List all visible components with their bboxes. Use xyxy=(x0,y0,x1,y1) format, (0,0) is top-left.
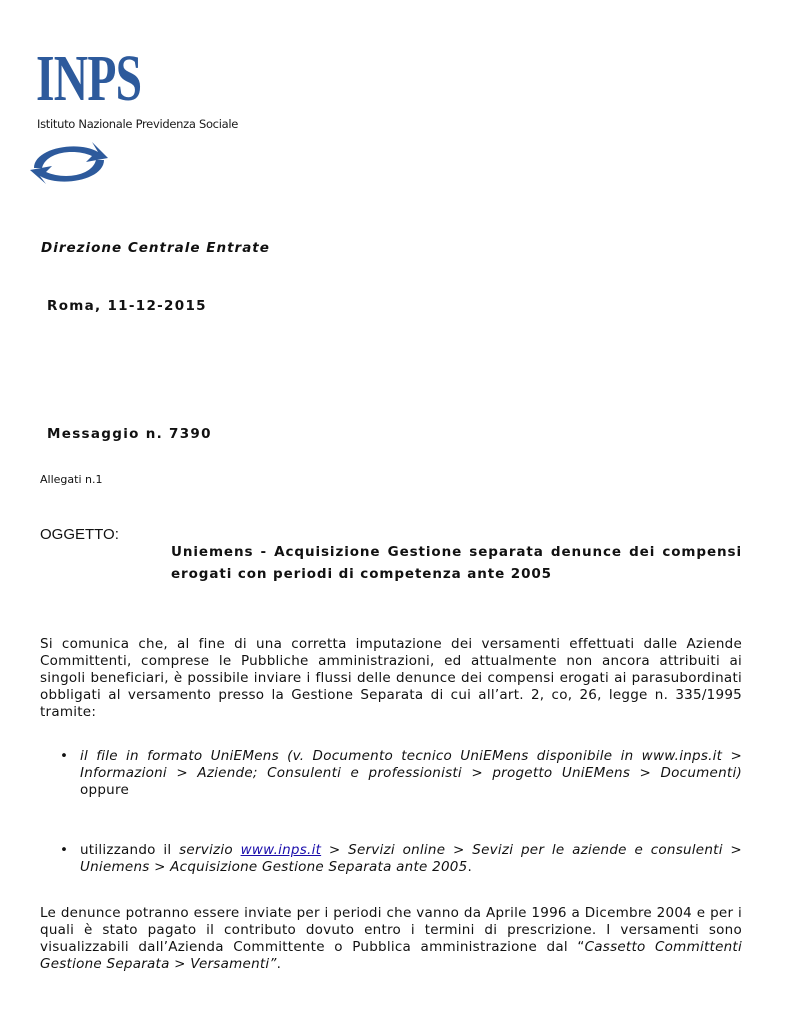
list-item xyxy=(60,842,742,876)
bullet2-path-text: > Servizi online > Sevizi per le aziende e consulenti > Uniemens > Acquisizione Gestione Separata ante 2005 xyxy=(80,842,742,875)
bullet-icon: • xyxy=(60,748,69,764)
bullet1-tail: oppure xyxy=(80,782,130,798)
list-item xyxy=(60,748,742,799)
subject-text: Uniemens - Acquisizione Gestione separata denunce dei compensi erogati con periodi di competenza ante 2005 xyxy=(171,544,742,582)
bullet-icon: • xyxy=(60,842,69,858)
attachments-count: Allegati n.1 xyxy=(40,473,103,486)
inps-logo-subtitle: Istituto Nazionale Previdenza Sociale xyxy=(37,117,239,131)
bullet2-prefix: utilizzando il xyxy=(80,842,180,858)
subject-label: OGGETTO: xyxy=(40,526,119,543)
closing-text: Le denunce potranno essere inviate per i periodi che vanno da Aprile 1996 a Dicembre 2004 e per i quali è stato pagato il contributo dovuto entro i termini di prescrizione. I versamenti sono visualizzabili dall’Azienda Committente o Pubblica amministrazione dal “ xyxy=(40,905,742,955)
inps-logo-arrows-icon xyxy=(28,138,110,188)
closing-paragraph xyxy=(40,905,742,973)
place-date: Roma, 11-12-2015 xyxy=(47,298,207,314)
inps-website-link[interactable]: www.inps.it xyxy=(240,842,322,858)
bullet2-italic-text: servizio xyxy=(179,842,241,858)
bullet1-italic-text: il file in formato UniEMens (v. Documento tecnico UniEMens disponibile in www.inps.it > Informazioni > Aziende; Consulenti e professionisti > progetto UniEMens > Documenti) xyxy=(80,748,742,781)
bullet2-tail: . xyxy=(467,859,473,875)
message-number: Messaggio n. 7390 xyxy=(47,426,212,442)
closing-tail: . xyxy=(276,956,282,972)
intro-paragraph: Si comunica che, al fine di una corretta imputazione dei versamenti effettuati dalle Aziende Committenti, comprese le Pubbliche amministrazioni, ed attualmente non ancora attribuiti ai singoli beneficiari, è possibile inviare i flussi delle denunce dei compensi erogati ai parasubordinati obbligati al versamento presso la Gestione Separata di cui all’art. 2, co, 26, legge n. 335/1995 tramite: xyxy=(40,636,742,720)
closing-italic-text: Cassetto Committenti Gestione Separata > Versamenti” xyxy=(40,939,742,972)
department-heading: Direzione Centrale Entrate xyxy=(41,240,270,256)
inps-logo-text: INPS xyxy=(36,42,142,115)
